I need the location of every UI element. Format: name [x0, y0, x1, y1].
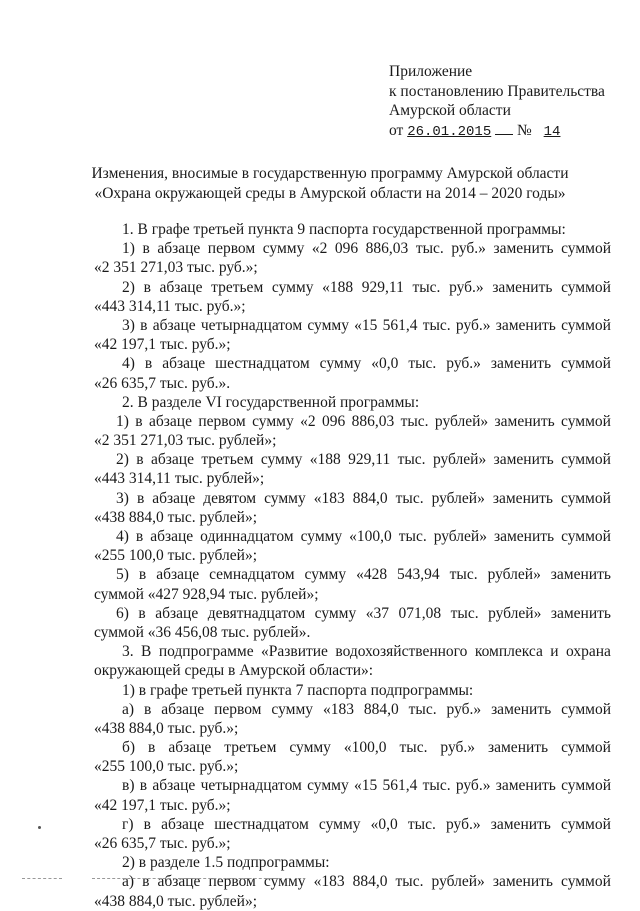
body-line [94, 700, 611, 719]
word: сумму [318, 815, 361, 833]
word: абзаце [161, 815, 205, 833]
word: рублей» [488, 604, 542, 622]
body-line: окружающей среды в Амурской области»: [94, 662, 374, 680]
scan-edge-mark-left [22, 878, 62, 880]
word: третьем [224, 739, 277, 757]
word: а) [122, 873, 135, 891]
word: «0,0 [370, 815, 398, 833]
word: заменить [488, 739, 549, 757]
appendix-line-2: к постановлению Правительства [389, 82, 605, 100]
word: суммой [561, 278, 611, 296]
body-line: «2 351 271,03 тыс. руб.»; [94, 259, 258, 277]
word: абзаце [155, 604, 199, 622]
word: 5) [116, 566, 129, 584]
word: 884,0 [352, 489, 388, 507]
body-line: «255 100,0 тыс. рублей»; [94, 547, 257, 565]
word: сумму [289, 739, 331, 757]
word: в) [122, 777, 135, 795]
word: сумму [307, 777, 349, 795]
word: сумму [264, 489, 306, 507]
word: 886,03 [351, 412, 395, 430]
word: абзаце [161, 700, 205, 718]
word: суммой [561, 355, 611, 373]
date-prefix: от [389, 121, 404, 139]
document-title [60, 164, 600, 204]
word: а) [122, 700, 135, 718]
word: суммой [561, 739, 611, 757]
appendix-line-3: Амурской области [389, 102, 511, 119]
word: 4) [122, 355, 135, 373]
word: абзаце [157, 240, 201, 258]
body-line [94, 527, 611, 546]
word: 3) [122, 316, 135, 334]
word: заменить [490, 355, 552, 373]
word: руб.» [455, 316, 491, 334]
word: суммой [561, 316, 611, 334]
word: «0,0 [371, 355, 399, 373]
word: 929,11 [361, 278, 404, 296]
body-line: 2. В разделе VI государственной программы: [122, 393, 420, 411]
word: тыс. [398, 528, 427, 545]
word: абзаце [152, 489, 196, 507]
word: сумму [271, 278, 314, 296]
word: тыс. [422, 316, 451, 334]
word: и [550, 643, 559, 661]
body-line [94, 316, 611, 335]
word: абзаце [157, 873, 201, 891]
body-line: «443 314,11 тыс. руб.»; [94, 297, 246, 315]
title-line-1: Изменения, вносимые в государственную программу Амурской области [91, 165, 569, 182]
body-line: суммой «36 456,08 тыс. рублей». [94, 623, 311, 641]
body-line: «443 314,11 тыс. рублей»; [94, 470, 265, 488]
word: «188 [309, 451, 341, 469]
word: 2) [122, 278, 135, 296]
word: «2 [311, 240, 328, 258]
document-body [94, 220, 611, 911]
word: сумму [300, 528, 343, 545]
word: заменить [492, 873, 553, 891]
word: «183 [313, 489, 345, 507]
word: 886,03 [365, 240, 409, 258]
body-line [94, 776, 611, 795]
word: заменить [492, 278, 553, 296]
word: сумму [263, 873, 306, 891]
word: сумму [271, 700, 314, 718]
word: «428 [356, 566, 388, 584]
word: заменить [493, 528, 555, 545]
word: 4) [116, 528, 129, 545]
word: суммой [561, 412, 611, 430]
body-line [94, 412, 611, 431]
word: сумму [307, 316, 349, 334]
word: 884,0 [352, 873, 388, 891]
word: 2) [116, 451, 129, 469]
word: суммой [561, 777, 611, 795]
body-line [94, 239, 611, 258]
word: четырнадцатом [200, 777, 302, 795]
body-line [94, 642, 611, 661]
word: абзаце [156, 566, 200, 584]
word: «Развитие [261, 643, 328, 661]
word: суммой [561, 240, 611, 258]
word: заменить [490, 815, 551, 833]
word: заменить [550, 566, 611, 584]
word: 561,4 [382, 777, 418, 795]
word: абзаце [152, 316, 196, 334]
word: суммой [561, 528, 611, 545]
word: сумму [252, 412, 294, 430]
body-line: «26 635,7 тыс. руб.»; [94, 835, 231, 852]
word: первом [208, 873, 256, 891]
word: заменить [494, 412, 555, 430]
word: тыс. [412, 278, 441, 296]
word: заменить [492, 489, 553, 507]
body-line: «42 197,1 тыс. руб.»; [94, 796, 231, 814]
word: абзаце [149, 412, 192, 430]
word: в [135, 528, 144, 545]
word: 543,94 [397, 566, 440, 584]
word: тыс. [395, 873, 424, 891]
word: рублей» [433, 528, 487, 545]
word: заменить [550, 604, 611, 622]
word: сумму [319, 355, 362, 373]
word: комплекса [474, 643, 543, 661]
word: в [139, 777, 148, 795]
body-line: «438 884,0 тыс. руб.»; [94, 719, 239, 737]
word: суммой [561, 451, 611, 469]
word: «2 [300, 412, 316, 430]
word: в [144, 355, 153, 373]
word: тыс. [408, 700, 437, 718]
word: в [140, 316, 148, 334]
body-line [94, 278, 611, 297]
word: в [136, 451, 144, 469]
word: водохозяйственного [335, 643, 468, 661]
body-line: 2) в разделе 1.5 подпрограммы: [122, 854, 330, 872]
word: руб.» [446, 355, 481, 373]
word: 3. [122, 643, 134, 661]
date-underline-gap [495, 134, 513, 135]
word: в [148, 739, 156, 757]
word: рублей» [487, 566, 541, 584]
word: охрана [565, 643, 611, 661]
word: в [142, 240, 150, 258]
word: сумму [304, 566, 347, 584]
word: «100,0 [343, 739, 387, 757]
word: руб.» [446, 815, 481, 833]
word: тыс. [449, 566, 478, 584]
word: подпрограмме [158, 643, 254, 661]
word: «183 [313, 873, 345, 891]
body-line: «255 100,0 тыс. руб.»; [94, 758, 239, 776]
word: руб.» [455, 777, 491, 795]
word: в [143, 278, 151, 296]
word: девятом [203, 489, 257, 507]
word: б) [122, 739, 136, 757]
body-line [94, 450, 611, 469]
word: 6) [116, 604, 129, 622]
word: «188 [322, 278, 354, 296]
word: сумму [314, 604, 357, 622]
body-line: «438 884,0 тыс. рублей»; [94, 508, 257, 526]
word: третьем [211, 278, 264, 296]
word: «15 [354, 316, 378, 334]
word: одиннадцатом [200, 528, 294, 545]
word: рублей» [431, 489, 485, 507]
word: тыс. [395, 489, 424, 507]
word: заменить [495, 777, 556, 795]
word: тыс. [415, 240, 444, 258]
body-line [94, 565, 611, 584]
body-line [94, 815, 611, 834]
appendix-line-1: Приложение [389, 63, 473, 80]
word: «15 [353, 777, 378, 795]
number-prefix: № [516, 121, 532, 139]
word: 884,0 [363, 700, 399, 718]
word: первом [198, 412, 246, 430]
word: 561,4 [382, 316, 418, 334]
word: сумму [260, 451, 303, 469]
title-line-2: «Охрана окружающей среды в Амурской области на 2014 – 2020 годы» [94, 185, 566, 202]
body-line: 1. В графе третьей пункта 9 паспорта государственной программы: [122, 221, 566, 238]
word: 071,08 [398, 604, 442, 622]
word: девятнадцатом [207, 604, 306, 622]
body-line [94, 604, 611, 623]
word: 3) [116, 489, 129, 507]
word: тыс. [450, 604, 479, 622]
number-value: 14 [543, 123, 561, 140]
word: суммой [561, 873, 611, 891]
scan-edge-mark-right [92, 878, 282, 880]
word: третьем [201, 451, 254, 469]
body-line [94, 354, 611, 373]
body-line: «438 884,0 тыс. рублей»; [94, 892, 257, 910]
word: рублей» [434, 412, 489, 430]
word: г) [122, 815, 134, 833]
word: в [135, 412, 143, 430]
word: заменить [493, 451, 554, 469]
word: рублей» [432, 451, 487, 469]
word: абзаце [162, 355, 206, 373]
word: сумму [262, 240, 305, 258]
body-line: суммой «427 928,94 тыс. рублей»; [94, 585, 319, 603]
appendix-header [389, 62, 605, 142]
word: 096 [321, 412, 346, 430]
body-line [94, 489, 611, 508]
word: тыс. [397, 451, 426, 469]
word: первом [207, 240, 256, 258]
word: «37 [365, 604, 389, 622]
word: в [138, 566, 147, 584]
word: «183 [322, 700, 354, 718]
word: в [143, 815, 151, 833]
word: заменить [491, 700, 552, 718]
body-line [94, 872, 611, 891]
appendix-date-row [389, 121, 605, 143]
word: первом [214, 700, 262, 718]
word: руб.» [440, 739, 476, 757]
word: в [142, 873, 150, 891]
word: В [141, 643, 152, 661]
body-line: «2 351 271,03 тыс. рублей»; [94, 432, 277, 450]
word: абзаце [168, 739, 212, 757]
word: руб.» [451, 240, 486, 258]
word: 1) [116, 412, 129, 430]
word: заменить [493, 240, 554, 258]
word: 929,11 [348, 451, 391, 469]
word: 1) [122, 240, 135, 258]
word: шестнадцатом [214, 815, 309, 833]
word: суммой [561, 815, 611, 833]
word: суммой [561, 489, 611, 507]
word: в [138, 604, 146, 622]
word: тыс. [400, 412, 429, 430]
word: семнадцатом [209, 566, 295, 584]
word: рублей» [431, 873, 485, 891]
word: тыс. [399, 739, 428, 757]
word: заменить [495, 316, 556, 334]
word: тыс. [422, 777, 451, 795]
scan-speck [38, 826, 41, 829]
word: 096 [334, 240, 359, 258]
word: в [136, 489, 145, 507]
body-line: «26 635,7 тыс. руб.». [94, 374, 231, 392]
word: абзаце [151, 451, 194, 469]
word: абзаце [152, 777, 196, 795]
date-value: 26.01.2015 [407, 123, 492, 140]
body-line: 1) в графе третьей пункта 7 паспорта подпрограммы: [122, 681, 474, 699]
body-line: «42 197,1 тыс. руб.»; [94, 336, 231, 354]
word: абзаце [150, 528, 194, 545]
word: четырнадцатом [200, 316, 303, 334]
word: тыс. [407, 815, 436, 833]
word: руб.» [446, 700, 482, 718]
word: «100,0 [349, 528, 392, 545]
word: в [143, 700, 152, 718]
word: шестнадцатом [215, 355, 310, 373]
word: руб.» [449, 278, 484, 296]
word: абзаце [159, 278, 203, 296]
word: тыс. [408, 355, 437, 373]
word: суммой [561, 700, 611, 718]
body-line [94, 738, 611, 757]
